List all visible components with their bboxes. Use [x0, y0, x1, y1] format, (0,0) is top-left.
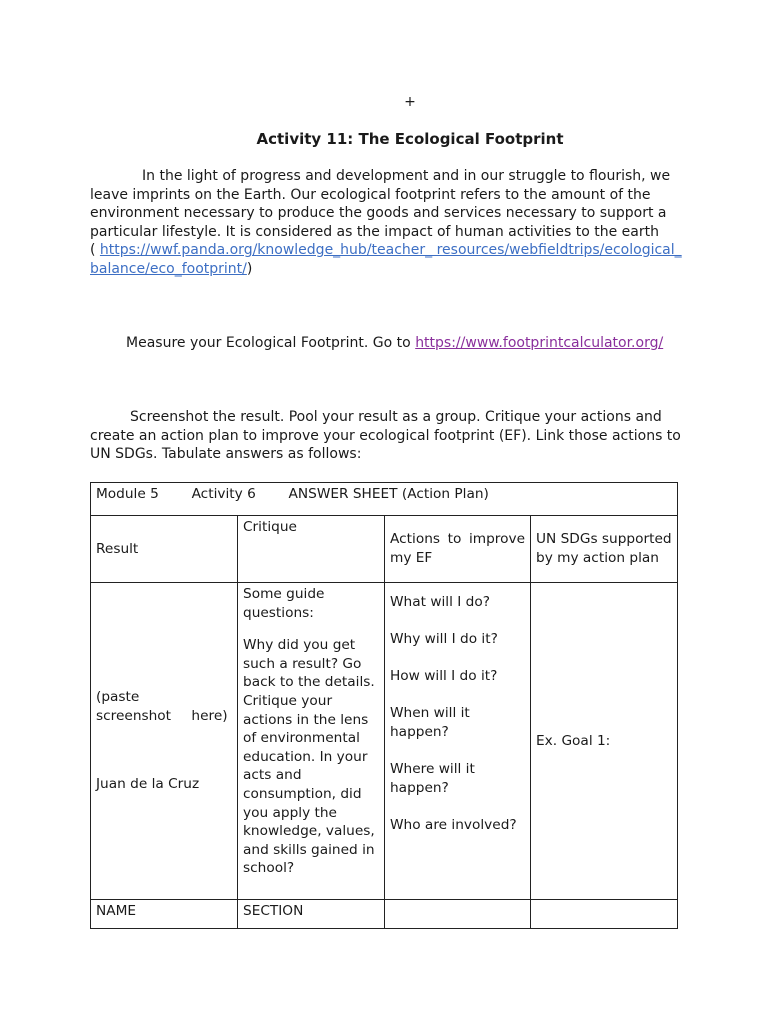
table-header-row	[91, 483, 678, 516]
result-cell	[91, 583, 238, 900]
result-header: Result	[91, 516, 238, 583]
intro-close-paren: )	[246, 260, 253, 277]
instructions-paragraph	[90, 408, 690, 464]
module-label: Module 5	[96, 486, 159, 502]
critique-header: Critique	[238, 516, 385, 583]
column-header-row	[91, 516, 678, 583]
answer-sheet-label: ANSWER SHEET (Action Plan)	[288, 486, 489, 502]
paste-screenshot-note: (paste screenshot here)	[96, 689, 228, 724]
footer-row	[91, 900, 678, 929]
actions-header-text: Actions to improve my EF	[390, 531, 525, 566]
sdgs-cell	[531, 583, 678, 900]
wwf-link[interactable]: https://wwf.panda.org/knowledge_hub/teacher_ resources/webfieldtrips/ecological_balance/eco_footprint/	[90, 242, 682, 277]
question-what: What will I do?	[390, 594, 490, 610]
measure-line	[126, 335, 726, 351]
example-name: Juan de la Cruz	[96, 776, 200, 793]
question-who: Who are involved?	[390, 816, 517, 833]
empty-cell-4	[531, 900, 678, 929]
content-row	[91, 583, 678, 900]
intro-text: In the light of progress and development and in our struggle to flourish, we leave imprints on the Earth. Our ecological footprint refers to the amount of the environment necessary to produce the goods and services necessary to support a particular lifestyle. It is considered as the impact of human activities to the earth	[90, 168, 671, 240]
actions-cell	[385, 583, 531, 900]
plus-sign: +	[404, 94, 416, 110]
intro-open-paren: (	[90, 242, 96, 259]
question-when: When will it happen?	[390, 705, 470, 740]
actions-header	[385, 516, 531, 583]
intro-paragraph	[90, 167, 690, 279]
footprint-calculator-link[interactable]: https://www.footprintcalculator.org/	[415, 335, 664, 351]
instructions-text: Screenshot the result. Pool your result as a group. Critique your actions and create an action plan to improve your ecological footprint (EF). Link those actions to UN SDGs. Tabulate answers as follows:	[90, 409, 681, 463]
section-cell: SECTION	[238, 900, 385, 929]
goal-example: Ex. Goal 1:	[536, 732, 611, 749]
empty-cell-3	[385, 900, 531, 929]
name-cell: NAME	[91, 900, 238, 929]
answer-sheet-table	[90, 482, 678, 929]
critique-cell	[238, 583, 385, 900]
answer-sheet-header	[91, 483, 678, 516]
guide-questions-title: Some guide questions:	[243, 586, 325, 621]
guide-questions-text: Why did you get such a result? Go back to the details. Critique your actions in the lens of environmental education. In your acts and consumption, did you apply the knowledge, values, and skills gained in school?	[243, 637, 375, 877]
question-how: How will I do it?	[390, 668, 498, 685]
activity-title: Activity 11: The Ecological Footprint	[256, 130, 564, 148]
sdgs-header: UN SDGs supported by my action plan	[531, 516, 678, 583]
measure-text: Measure your Ecological Footprint. Go to	[126, 335, 416, 351]
question-why: Why will I do it?	[390, 631, 498, 648]
question-where: Where will it happen?	[390, 760, 475, 796]
activity-label: Activity 6	[191, 486, 256, 502]
